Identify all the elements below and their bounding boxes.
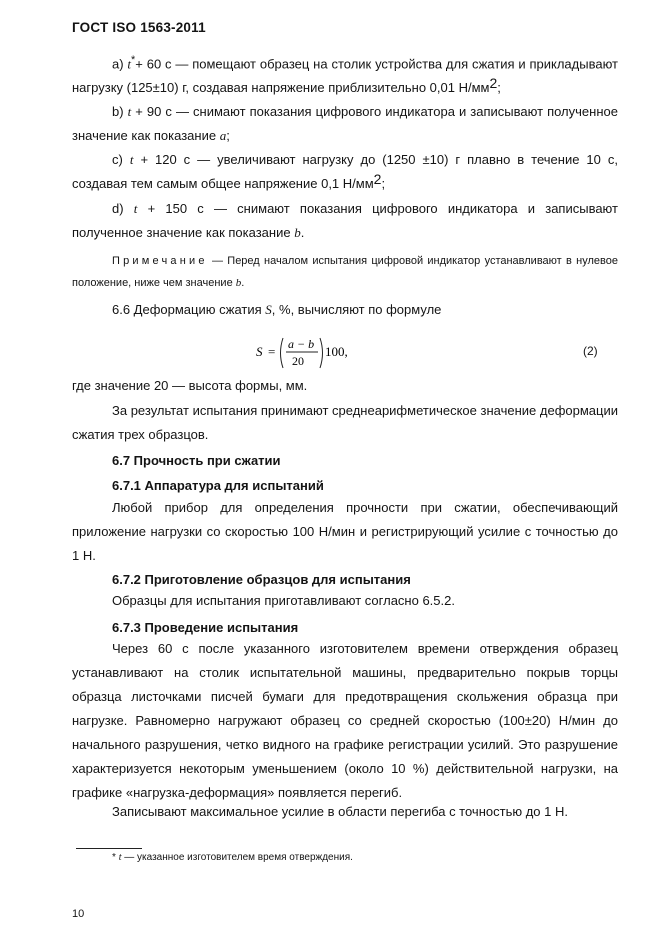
svg-text:100,: 100,	[325, 344, 348, 359]
svg-text:a − b: a − b	[288, 337, 315, 351]
section-6-7-3-text: Через 60 с после указанного изготовителем времени отверждения образец устанавливают на столик испытательной машины, предварительно покрыв торцы образца листочками писчей бумаги для предотвращения скольжения образца при нагрузке. Равномерно нагружают образец со средней скоростью (100±20) Н/мин до начального разрушения, четко видного на графике регистрации усилий. Это разрушение характеризуется некоторым уменьшением (около 10 %) действительной нагрузки, на графике «нагрузка-деформация» появляется перегиб.	[72, 641, 618, 800]
step-b: b) t + 90 с — снимают показания цифрового индикатора и записывают полученное значение как показание a;	[72, 104, 618, 143]
right-paren	[320, 338, 323, 368]
section-6-7-2-heading: 6.7.2 Приготовление образцов для испытания	[112, 572, 411, 587]
equation-number: (2)	[583, 344, 598, 358]
left-paren	[281, 338, 284, 368]
step-c: с) t + 120 с — увеличивают нагрузку до (1250 ±10) г плавно в течение 10 с, создавая тем самым общее напряжение 0,1 $Н/мм^2$;	[72, 152, 618, 191]
page-number: 10	[72, 908, 85, 920]
formula-2	[254, 334, 354, 376]
section-6-7-2-text: Образцы для испытания приготавливают согласно 6.5.2.	[112, 593, 455, 608]
footnote-separator	[76, 848, 142, 849]
step-d: d) t + 150 с — снимают показания цифрового индикатора и записывают полученное значение как показание b.	[72, 201, 618, 240]
formula-explanation: где значение 20 — высота формы, мм.	[72, 378, 308, 393]
section-6-7-heading: 6.7 Прочность при сжатии	[112, 453, 281, 468]
svg-text:S: S	[256, 344, 263, 359]
section-6-7-3-heading: 6.7.3 Проведение испытания	[112, 620, 299, 635]
step-a: а) t*+ 60 с — помещают образец на столик устройства для сжатия и прикладывают нагрузку (125±10) г, создавая напряжение приблизительно 0,01 $Н/мм^2$;	[72, 54, 618, 96]
svg-text:20: 20	[292, 354, 304, 368]
note-label: Примечание	[112, 255, 208, 267]
footnote: * t — указанное изготовителем время отверждения.	[112, 852, 353, 863]
formula-graphic	[254, 334, 354, 372]
section-6-7-1-text: Любой прибор для определения прочности при сжатии, обеспечивающий приложение нагрузки со скоростью 100 Н/мин и регистрирующий усилие с точностью до 1 Н.	[72, 500, 618, 563]
svg-text:=: =	[268, 344, 276, 359]
result-paragraph: За результат испытания принимают среднеарифметическое значение деформации сжатия трех образцов.	[72, 403, 618, 442]
document-header: ГОСТ ISO 1563-2011	[72, 20, 206, 35]
section-6-6-text: 6.6 Деформацию сжатия S, %, вычисляют по формуле	[112, 302, 442, 317]
section-6-7-3-text-2: Записывают максимальное усилие в области перегиба с точностью до 1 Н.	[112, 804, 568, 819]
note: Примечание — Перед началом испытания цифровой индикатор устанавливают в нулевое положение, ниже чем значение b.	[72, 255, 618, 289]
section-6-7-1-heading: 6.7.1 Аппаратура для испытаний	[112, 478, 324, 493]
